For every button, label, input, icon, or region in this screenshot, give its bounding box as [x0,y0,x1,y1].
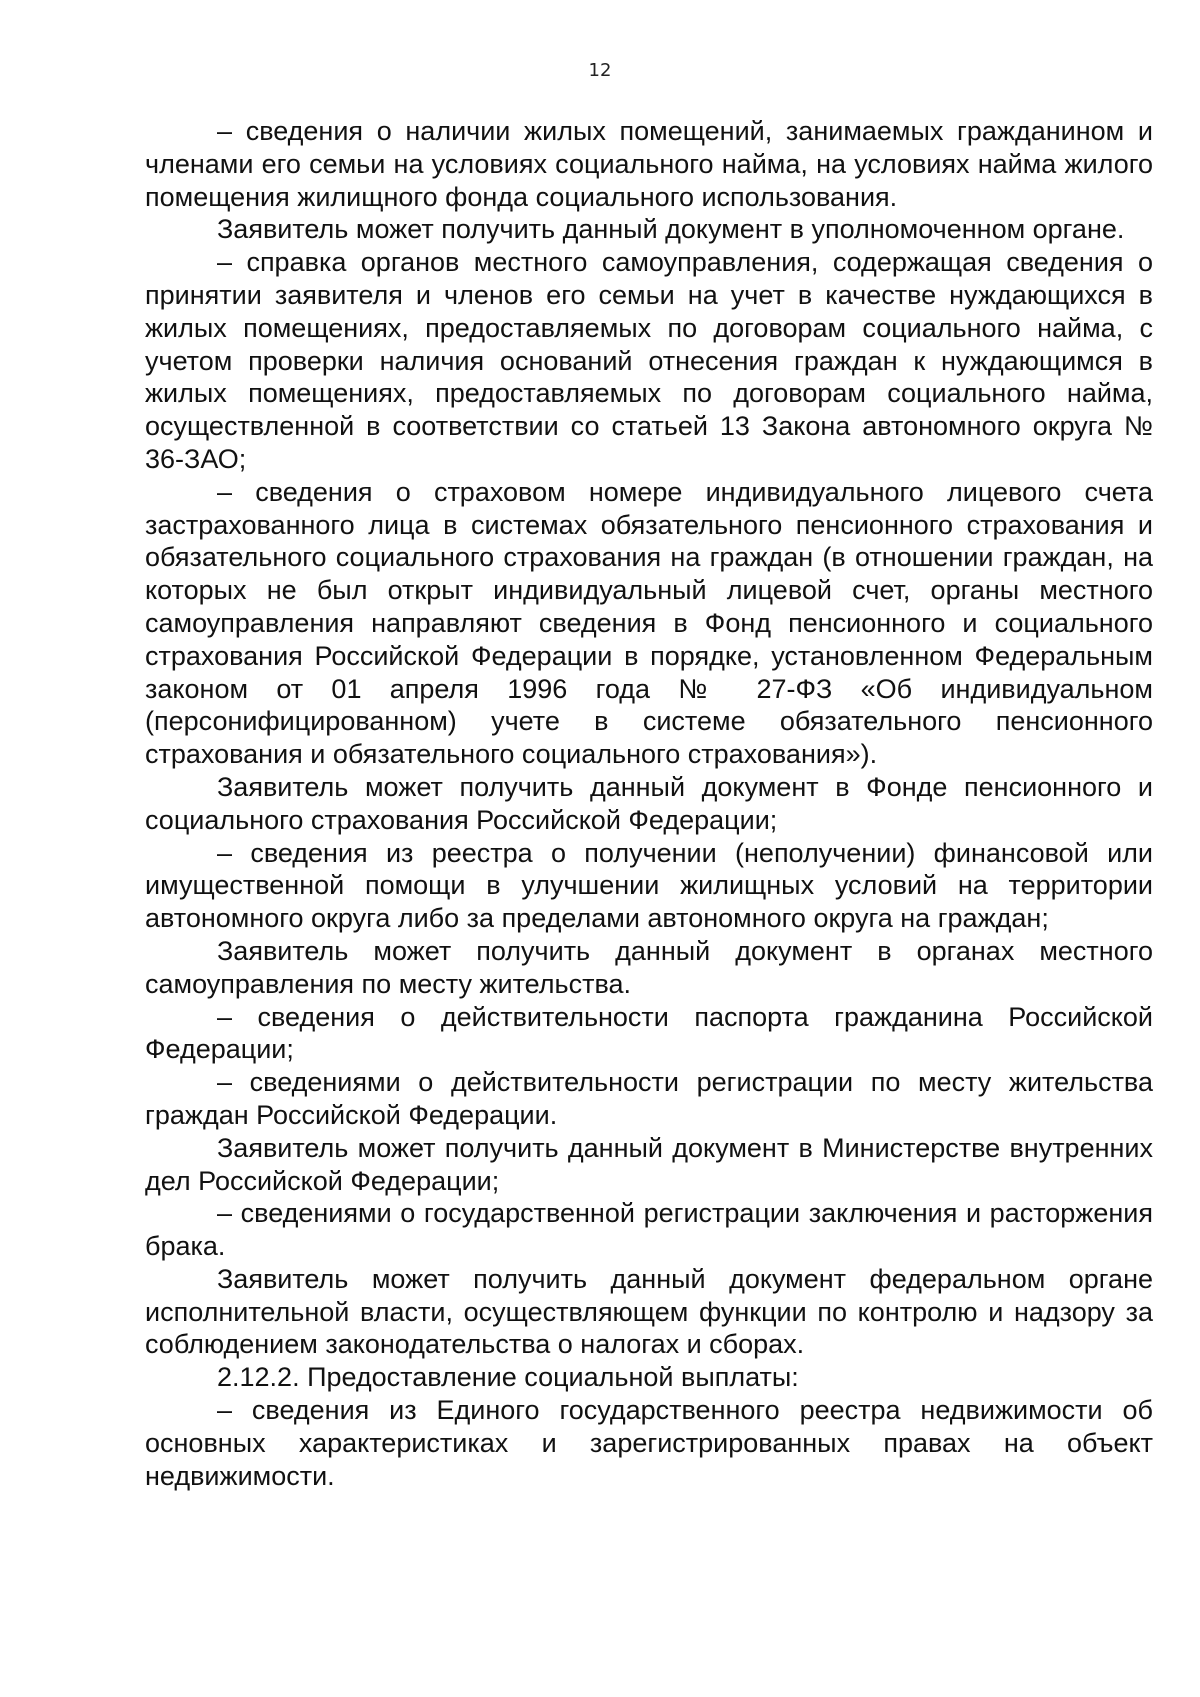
paragraph-housing-info: – сведения о наличии жилых помещений, занимаемых гражданином и членами его семьи на условиях социального найма, на условиях найма жилого помещения жилищного фонда социального использования. [145,116,1153,212]
paragraph-passport-validity: – сведения о действительности паспорта гражданина Российской Федерации; [145,1001,1153,1065]
paragraph-insurance-number: – сведения о страховом номере индивидуального лицевого счета застрахованного лица в системах обязательного пенсионного страхования и обязательного социального страхования на граждан (в отношении граждан, на которых не был открыт индивидуальный лицевой счет, органы местного самоуправления направляют сведения в Фонд пенсионного и социального страхования Российской Федерации в порядке, установленном Федеральным законом от 01 апреля 1996 года № 27-ФЗ «Об индивидуальном (персонифицированном) учете в системе обязательного пенсионного страхования и обязательного социального страхования»). [145,476,1153,770]
paragraph-obtain-tax-authority: Заявитель может получить данный документ федеральном органе исполнительной власти, осуществляющем функции по контролю и надзору за соблюдением законодательства о налогах и сборах. [145,1263,1153,1360]
paragraph-marriage-registration: – сведениями о государственной регистрации заключения и расторжения брака. [145,1198,1153,1262]
paragraph-obtain-interior-ministry: Заявитель может получить данный документ в Министерстве внутренних дел Российской Федерации; [145,1132,1153,1196]
page-number: 12 [588,60,612,81]
document-body [145,115,1153,1492]
paragraph-registry-assistance: – сведения из реестра о получении (неполучении) финансовой или имущественной помощи в улучшении жилищных условий на территории автономного округа либо за пределами автономного округа на граждан; [145,837,1153,934]
paragraph-local-government-certificate: – справка органов местного самоуправления, содержащая сведения о принятии заявителя и членов его семьи на учет в качестве нуждающихся в жилых помещениях, предоставляемых по договорам социального найма, с учетом проверки наличия оснований отнесения граждан к нуждающимся в жилых помещениях, предоставляемых по договорам социального найма, осуществленной в соответствии со статьей 13 Закона автономного округа № 36-ЗАО; [145,247,1153,474]
paragraph-registration-validity: – сведениями о действительности регистрации по месту жительства граждан Российской Федерации. [145,1067,1153,1130]
paragraph-obtain-authorized-body: Заявитель может получить данный документ в уполномоченном органе. [217,214,1125,245]
paragraph-section-2-12-2: 2.12.2. Предоставление социальной выплаты: [217,1362,799,1393]
paragraph-obtain-local-government: Заявитель может получить данный документ в органах местного самоуправления по месту жительства. [145,935,1153,999]
paragraph-obtain-pension-fund: Заявитель может получить данный документ в Фонде пенсионного и социального страхования Российской Федерации; [145,771,1153,835]
paragraph-real-estate-registry: – сведения из Единого государственного реестра недвижимости об основных характеристиках и зарегистрированных правах на объект недвижимости. [145,1395,1153,1491]
